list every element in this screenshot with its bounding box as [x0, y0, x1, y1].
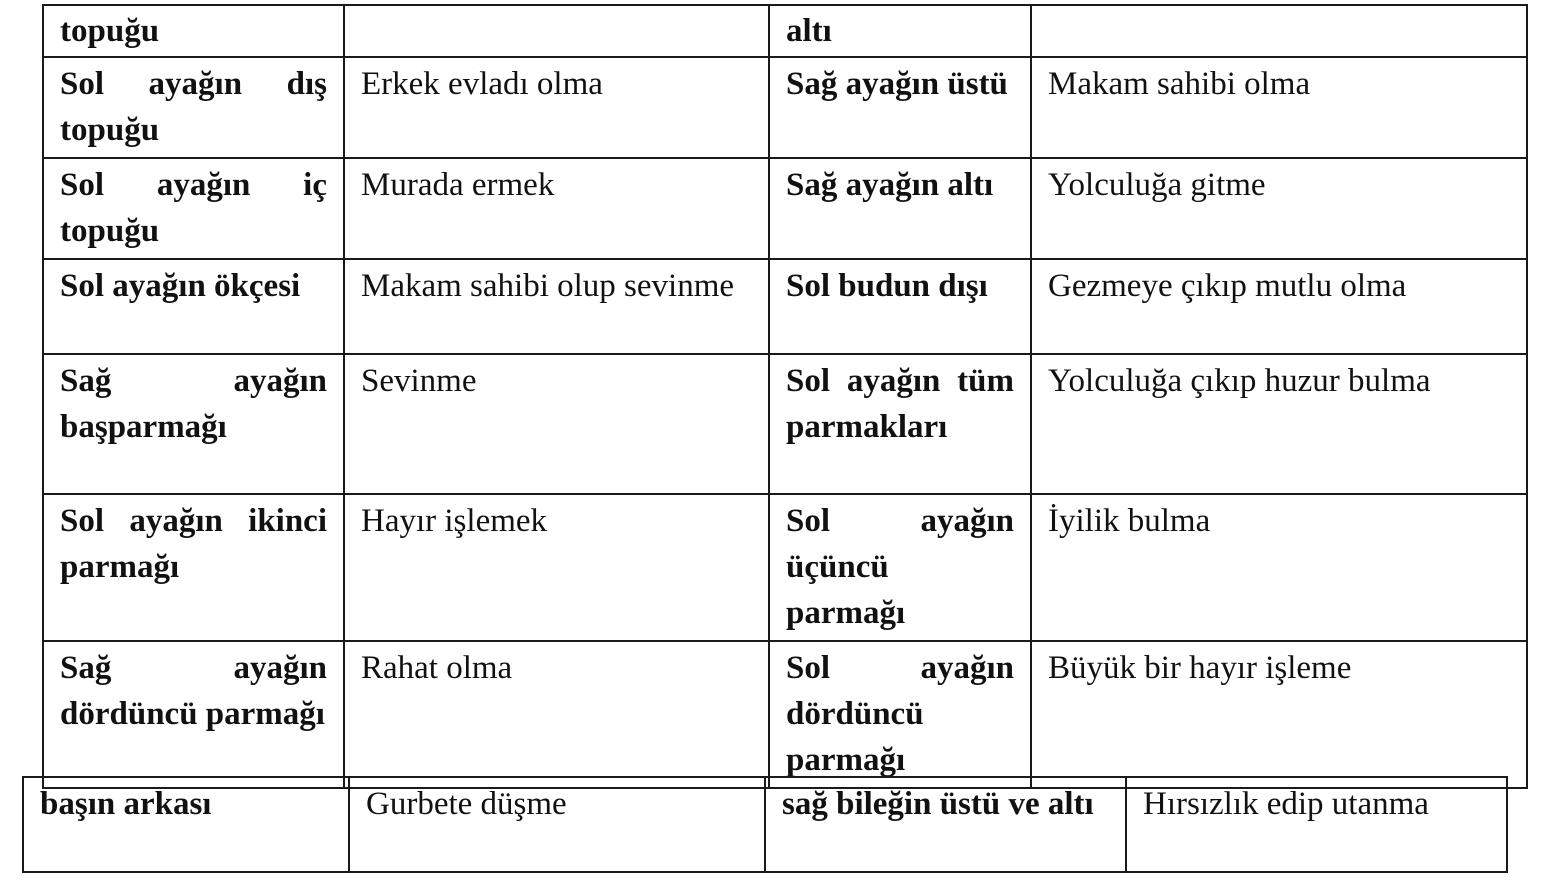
- table-row: [43, 259, 1527, 354]
- meaning-cell: Yolculuğa gitme: [1031, 158, 1527, 259]
- meaning-cell: Makam sahibi olma: [1031, 57, 1527, 158]
- meaning-cell: Hayır işlemek: [344, 494, 769, 641]
- table-row: [43, 494, 1527, 641]
- table-row: [23, 777, 1507, 872]
- table-row: [43, 641, 1527, 788]
- meaning-cell: [1031, 5, 1527, 57]
- body-part-cell: Sol ayağın ökçesi: [43, 259, 344, 354]
- body-part-cell: Sol ayağın dördüncü parmağı: [769, 641, 1031, 788]
- second-table: [22, 776, 1508, 873]
- meaning-cell: [344, 5, 769, 57]
- body-part-cell: Sağ ayağın altı: [769, 158, 1031, 259]
- meaning-cell: Gezmeye çıkıp mutlu olma: [1031, 259, 1527, 354]
- table-row: [43, 158, 1527, 259]
- meaning-cell: İyilik bulma: [1031, 494, 1527, 641]
- meaning-cell: Makam sahibi olup sevinme: [344, 259, 769, 354]
- meaning-cell: Sevinme: [344, 354, 769, 494]
- body-part-cell: Sol ayağın iç topuğu: [43, 158, 344, 259]
- body-part-cell: Sol ayağın üçüncü parmağı: [769, 494, 1031, 641]
- body-part-cell: başın arkası: [23, 777, 349, 872]
- main-table: [42, 4, 1528, 789]
- body-part-cell: Sağ ayağın üstü: [769, 57, 1031, 158]
- body-part-cell: Sağ ayağın dördüncü parmağı: [43, 641, 344, 788]
- body-part-cell: Sağ ayağın başparmağı: [43, 354, 344, 494]
- meaning-cell: Yolculuğa çıkıp huzur bulma: [1031, 354, 1527, 494]
- meaning-cell: Hırsızlık edip utanma: [1126, 777, 1507, 872]
- meaning-cell: Gurbete düşme: [349, 777, 765, 872]
- body-part-cell: Sol ayağın dış topuğu: [43, 57, 344, 158]
- meaning-cell: Rahat olma: [344, 641, 769, 788]
- table-row: [43, 354, 1527, 494]
- table-row: [43, 57, 1527, 158]
- table-row: [43, 5, 1527, 57]
- body-part-cell: Sol budun dışı: [769, 259, 1031, 354]
- body-part-cell: topuğu: [43, 5, 344, 57]
- body-part-cell: altı: [769, 5, 1031, 57]
- body-part-cell: Sol ayağın tüm parmakları: [769, 354, 1031, 494]
- meaning-cell: Büyük bir hayır işleme: [1031, 641, 1527, 788]
- meaning-cell: Murada ermek: [344, 158, 769, 259]
- meaning-cell: Erkek evladı olma: [344, 57, 769, 158]
- body-part-cell: sağ bileğin üstü ve altı: [765, 777, 1126, 872]
- body-part-cell: Sol ayağın ikinci parmağı: [43, 494, 344, 641]
